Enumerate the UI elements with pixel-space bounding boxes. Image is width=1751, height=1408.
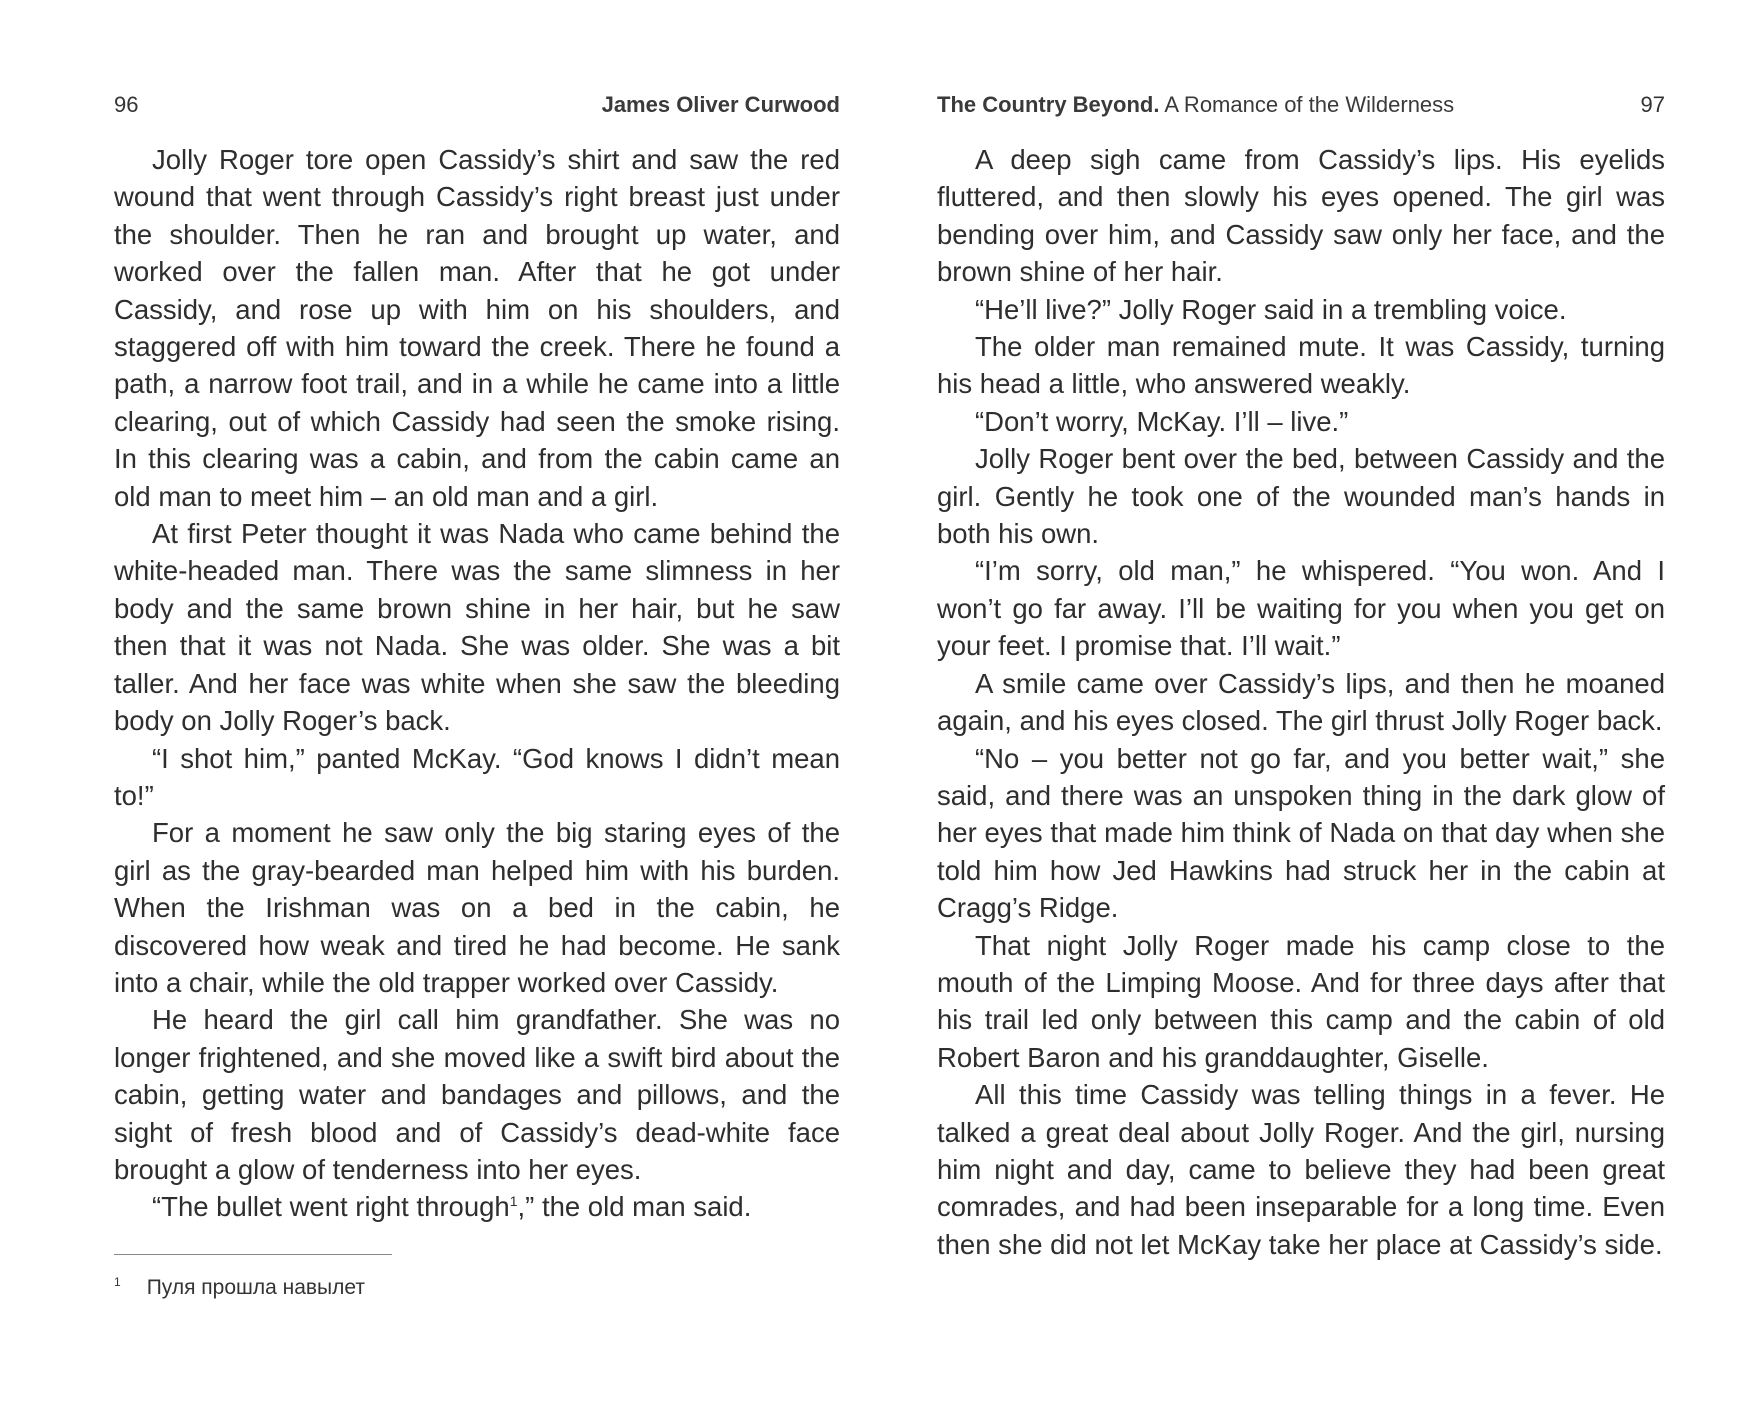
paragraph: He heard the girl call him grandfather. She was no longer frightened, and she moved like a swift bird about the cabin, getting water and bandages and pillows, and the sight of fresh blood and of Cassidy’s dead-white face brought a glow of tenderness into her eyes. <box>114 1004 840 1185</box>
footnote-reference[interactable]: 1 <box>509 1193 518 1210</box>
paragraph: At first Peter thought it was Nada who came behind the white-headed man. There was the same slimness in her body and the same brown shine in her hair, but he saw then that it was not Nada. She was older. She was a bit taller. And her face was white when she saw the bleeding body on Jolly Roger’s back. <box>114 518 840 737</box>
paragraph: Jolly Roger bent over the bed, between Cassidy and the girl. Gently he took one of the wounded man’s hands in both his own. <box>937 443 1665 550</box>
running-head <box>937 90 1665 120</box>
body-text <box>937 141 1665 1263</box>
paragraph: That night Jolly Roger made his camp close to the mouth of the Limping Moose. And for three days after that his trail led only between this camp and the cabin of old Robert Baron and his granddaughter, Giselle. <box>937 929 1665 1073</box>
footnote-mark: 1 <box>114 1275 121 1289</box>
paragraph: A smile came over Cassidy’s lips, and then he moaned again, and his eyes closed. The girl thrust Jolly Roger back. <box>937 667 1665 737</box>
paragraph: “I’m sorry, old man,” he whispered. “You won. And I won’t go far away. I’ll be waiting for you when you get on your feet. I promise that. I’ll wait.” <box>937 555 1665 662</box>
body-text <box>114 141 840 1226</box>
paragraph: For a moment he saw only the big staring eyes of the girl as the gray-bearded man helped him with his burden. When the Irishman was on a bed in the cabin, he discovered how weak and tired he had become. He sank into a chair, while the old trapper worked over Cassidy. <box>114 817 840 998</box>
paragraph: Jolly Roger tore open Cassidy’s shirt and saw the red wound that went through Cassidy’s right breast just under the shoulder. Then he ran and brought up water, and worked over the fallen man. After that he got under Cassidy, and rose up with him on his shoulders, and staggered off with him toward the creek. There he found a path, a narrow foot trail, and in a while he came into a little clearing, out of which Cassidy had seen the smoke rising. In this clearing was a cabin, and from the cabin came an old man to meet him – an old man and a girl. <box>114 144 840 512</box>
paragraph-with-footnote <box>114 1188 840 1225</box>
paragraph-text: ,” the old man said. <box>517 1191 752 1223</box>
paragraph: “No – you better not go far, and you better wait,” she said, and there was an unspoken thing in the dark glow of her eyes that made him think of Nada on that day when she told him how Jed Hawkins had struck her in the cabin at Cragg’s Ridge. <box>937 742 1665 924</box>
paragraph-text: “The bullet went right through <box>152 1191 510 1223</box>
footnote-divider <box>114 1254 392 1255</box>
running-head <box>114 90 840 120</box>
paragraph: A deep sigh came from Cassidy’s lips. His eyelids fluttered, and then slowly his eyes opened. The girl was bending over him, and Cassidy saw only her face, and the brown shine of her hair. <box>937 144 1665 288</box>
footnote-text: Пуля прошла навылет <box>146 1276 366 1299</box>
subtitle: A Romance of the Wilderness <box>1164 92 1455 117</box>
book-title <box>937 90 1454 120</box>
author-name: James Oliver Curwood <box>601 92 840 117</box>
paragraph: “Don’t worry, McKay. I’ll – live.” <box>975 405 1349 437</box>
paragraph: “I shot him,” panted McKay. “God knows I didn’t mean to!” <box>114 742 840 811</box>
paragraph: The older man remained mute. It was Cassidy, turning his head a little, who answered weakly. <box>937 331 1665 400</box>
title-bold: The Country Beyond. <box>937 92 1160 117</box>
footnote <box>114 1268 365 1302</box>
page-number: 96 <box>114 92 139 117</box>
paragraph: “He’ll live?” Jolly Roger said in a trembling voice. <box>975 293 1567 325</box>
page-number: 97 <box>1640 92 1665 117</box>
paragraph: All this time Cassidy was telling things in a fever. He talked a great deal about Jolly Roger. And the girl, nursing him night and day, came to believe they had been great comrades, and had been inseparable for a long time. Even then she did not let McKay take her place at Cassidy’s side. <box>937 1079 1665 1260</box>
